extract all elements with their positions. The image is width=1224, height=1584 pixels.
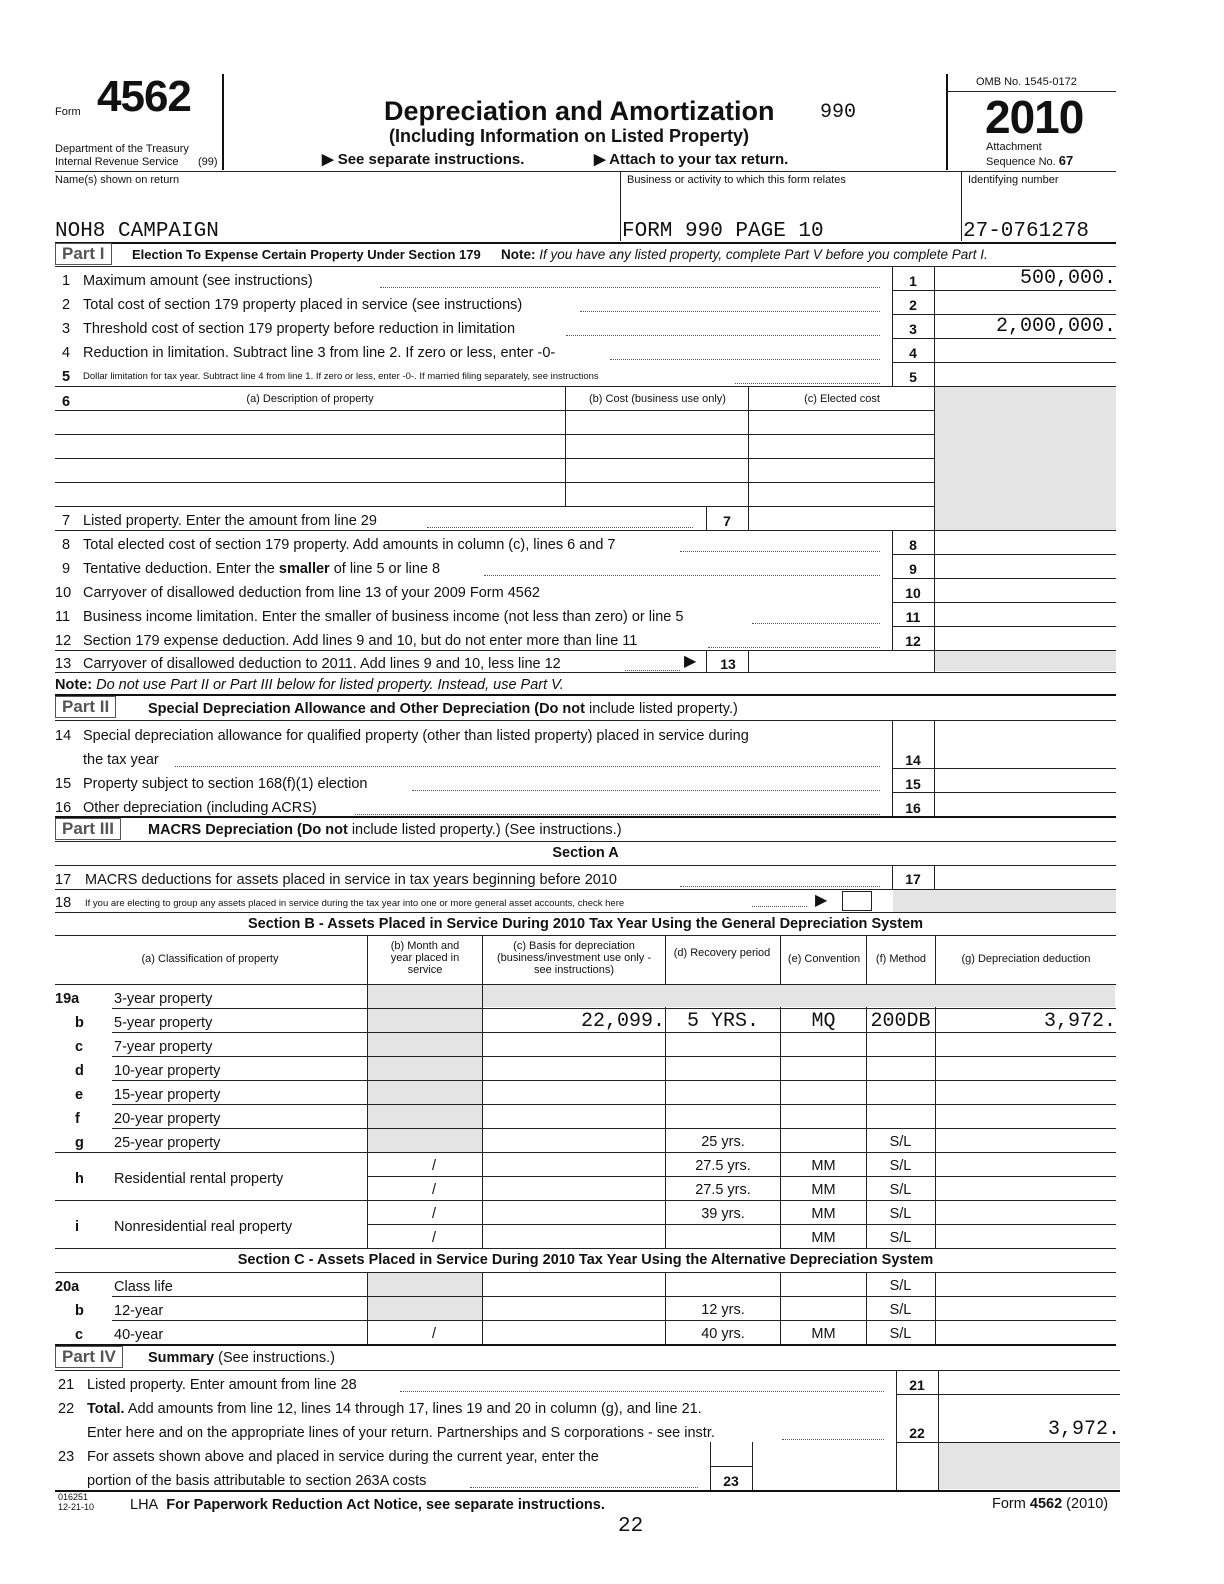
form-subtitle: (Including Information on Listed Property)	[389, 126, 749, 146]
form-label: Form	[55, 106, 81, 118]
basis-value: 22,099.	[580, 1010, 665, 1033]
line-text: Reduction in limitation. Subtract line 3 from line 2. If zero or less, enter -0-	[83, 345, 556, 361]
line-14-text-cont: the tax year	[83, 752, 159, 768]
sequence-label: Sequence No.	[986, 156, 1056, 168]
department-line1: Department of the Treasury	[55, 143, 189, 155]
line-22-text-cont: Enter here and on the appropriate lines of your return. Partnerships and S corporations - see instr.	[87, 1425, 715, 1441]
part-3-title-bold: Do not	[301, 822, 348, 838]
box-number: 14	[905, 752, 921, 768]
convention: MM	[811, 1182, 836, 1198]
tax-year: 2010	[985, 91, 1084, 143]
line-16-text: Other depreciation (including ACRS)	[83, 800, 317, 816]
method: S/L	[889, 1278, 912, 1294]
convention: MM	[811, 1206, 836, 1222]
line-number: 23	[58, 1449, 75, 1465]
column-method: (f) Method	[875, 953, 927, 965]
line-text: Total cost of section 179 property placed in service (see instructions)	[83, 297, 523, 313]
line-text: Tentative deduction. Enter the	[83, 561, 275, 577]
line-15-text: Property subject to section 168(f)(1) election	[83, 776, 368, 792]
line-number: 4	[62, 345, 71, 361]
box-number: 9	[909, 561, 917, 577]
box-number: 1	[909, 273, 917, 289]
row-label: 5-year property	[114, 1015, 213, 1031]
row-number: h	[75, 1171, 84, 1187]
line-text: Total elected cost of section 179 property. Add amounts in column (c), lines 6 and 7	[83, 537, 616, 553]
column-recovery-period: (d) Recovery period	[673, 947, 771, 959]
section-c-heading: Section C - Assets Placed in Service During 2010 Tax Year Using the Alternative Depreciation System	[237, 1252, 934, 1268]
box-number: 3	[909, 321, 917, 337]
column-convention: (e) Convention	[787, 953, 861, 965]
method: S/L	[889, 1326, 912, 1342]
identifying-number-label: Identifying number	[968, 174, 1059, 186]
row-number: i	[75, 1219, 80, 1235]
recovery-period: 40 yrs.	[701, 1326, 745, 1342]
line-number: 12	[55, 633, 72, 649]
box-number: 15	[905, 776, 921, 792]
line-text: Section 179 expense deduction. Add lines 9 and 10, but do not enter more than line 11	[83, 633, 638, 649]
part-1-footer-note: Do not use Part II or Part III below for listed property. Instead, use Part V.	[96, 677, 564, 693]
form-title-code: 990	[820, 101, 857, 124]
line-number: 22	[58, 1401, 75, 1417]
business-activity: FORM 990 PAGE 10	[622, 220, 824, 243]
recovery-period: 27.5 yrs.	[695, 1182, 751, 1198]
line-number: 16	[55, 800, 72, 816]
line-text: Maximum amount (see instructions)	[83, 273, 313, 289]
note-label: Note:	[55, 677, 93, 693]
part-2-title-bold: Do not	[539, 701, 585, 717]
form-ref-number: 4562	[1029, 1496, 1063, 1512]
box-number: 4	[909, 345, 917, 361]
line-number: 8	[62, 537, 71, 553]
month-year: /	[431, 1206, 437, 1222]
section-b-heading: Section B - Assets Placed in Service During 2010 Tax Year Using the General Depreciation System	[247, 916, 924, 932]
column-month-year: (b) Month and year placed in service	[390, 940, 460, 976]
row-label: 20-year property	[114, 1111, 221, 1127]
row-number: f	[75, 1111, 80, 1127]
line-23-text-cont: portion of the basis attributable to section 263A costs	[87, 1473, 427, 1489]
taxpayer-name: NOH8 CAMPAIGN	[55, 220, 219, 243]
row-number: c	[75, 1039, 84, 1055]
method: S/L	[889, 1230, 912, 1246]
row-number: c	[75, 1327, 84, 1343]
line-text: Threshold cost of section 179 property before reduction in limitation	[83, 321, 516, 337]
form-number: 4562	[97, 72, 191, 121]
sequence-number: 67	[1058, 153, 1074, 168]
part-3-title-end: include listed property.) (See instructions.)	[351, 822, 622, 838]
line-number: 11	[55, 609, 71, 625]
method: S/L	[889, 1134, 912, 1150]
column-cost: (b) Cost (business use only)	[589, 393, 726, 405]
row-label: Nonresidential real property	[114, 1219, 293, 1235]
attachment-label: Attachment	[986, 141, 1042, 153]
part-2-tag: Part II	[55, 696, 116, 718]
part-4-tag: Part IV	[55, 1346, 123, 1368]
convention: MM	[811, 1158, 836, 1174]
section-a-heading: Section A	[552, 845, 619, 861]
identifying-number: 27-0761278	[963, 220, 1090, 243]
month-year: /	[431, 1230, 437, 1246]
line-number: 2	[62, 297, 71, 313]
part-1-tag: Part I	[55, 243, 112, 265]
row-number: b	[75, 1303, 84, 1319]
column-description: (a) Description of property	[246, 393, 374, 405]
line-14-text: Special depreciation allowance for qualified property (other than listed property) placed in service during	[83, 728, 749, 744]
form-ref-label: Form	[992, 1496, 1026, 1512]
lha-label: LHA	[130, 1497, 159, 1513]
convention: MM	[811, 1230, 836, 1246]
form-ref-year: (2010)	[1066, 1496, 1109, 1512]
row-number: g	[75, 1135, 84, 1151]
department-code: (99)	[198, 156, 218, 168]
row-label: 12-year	[114, 1303, 164, 1319]
line-value: 2,000,000.	[995, 315, 1116, 338]
form-title: Depreciation and Amortization	[384, 96, 775, 126]
line-number: 18	[55, 895, 72, 911]
page-number: 22	[618, 1515, 644, 1538]
row-number: 19a	[55, 991, 80, 1007]
part-4-title: Summary	[148, 1350, 215, 1366]
line-number: 10	[55, 585, 72, 601]
line-number: 21	[58, 1377, 75, 1393]
box-number: 8	[909, 537, 917, 553]
column-depreciation: (g) Depreciation deduction	[961, 953, 1091, 965]
box-number: 2	[909, 297, 917, 313]
line-number: 14	[55, 728, 72, 744]
line-text: Carryover of disallowed deduction from line 13 of your 2009 Form 4562	[83, 585, 540, 601]
row-number: e	[75, 1087, 84, 1103]
line-number: 6	[62, 394, 71, 410]
part-1-note-label: Note:	[501, 247, 536, 262]
line-22-bold: Total.	[87, 1401, 125, 1417]
part-3-title: MACRS Depreciation (	[148, 822, 302, 838]
arrow-icon: ▶	[815, 892, 828, 909]
line-17-text: MACRS deductions for assets placed in service in tax years beginning before 2010	[85, 872, 617, 888]
footer-code: 016251	[58, 1492, 89, 1502]
row-label: 40-year	[114, 1327, 164, 1343]
part-3-tag: Part III	[55, 818, 121, 840]
part-2-title-end: include listed property.)	[589, 701, 738, 717]
omb-number: OMB No. 1545-0172	[976, 76, 1077, 88]
line-text-end: of line 5 or line 8	[333, 561, 441, 577]
line-22-text: Add amounts from line 12, lines 14 through 17, lines 19 and 20 in column (g), and line 21.	[127, 1401, 702, 1417]
line-22-value: 3,972.	[1047, 1418, 1120, 1441]
box-number: 13	[720, 656, 736, 672]
department-line2: Internal Revenue Service	[55, 156, 179, 168]
box-number: 21	[909, 1377, 925, 1393]
part-1-title: Election To Expense Certain Property Under Section 179	[132, 247, 481, 262]
row-label: 3-year property	[114, 991, 213, 1007]
line-number: 13	[55, 656, 72, 672]
row-label: 25-year property	[114, 1135, 221, 1151]
part-1-note: If you have any listed property, complete Part V before you complete Part I.	[539, 247, 988, 262]
names-label: Name(s) shown on return	[55, 174, 180, 186]
row-label: 7-year property	[114, 1039, 213, 1055]
row-number: 20a	[55, 1279, 80, 1295]
recovery-period: 39 yrs.	[701, 1206, 745, 1222]
box-number: 12	[905, 633, 921, 649]
box-number: 16	[905, 800, 921, 816]
line-text-bold: smaller	[278, 561, 330, 577]
line-number: 1	[62, 273, 71, 289]
method: S/L	[889, 1206, 912, 1222]
footer-date-code: 12-21-10	[58, 1502, 95, 1512]
box-number: 11	[905, 609, 921, 625]
method: S/L	[889, 1302, 912, 1318]
box-number: 23	[723, 1473, 739, 1489]
recovery-period: 25 yrs.	[701, 1134, 745, 1150]
column-elected-cost: (c) Elected cost	[804, 393, 880, 405]
arrow-icon: ▶	[684, 653, 697, 670]
line-number: 5	[62, 369, 71, 385]
month-year: /	[431, 1182, 437, 1198]
line-number: 17	[55, 872, 72, 888]
column-basis: (c) Basis for depreciation (business/investment use only - see instructions)	[496, 940, 652, 976]
line-text: Business income limitation. Enter the smaller of business income (not less than zero) or line 5	[83, 609, 684, 625]
depreciation-value: 3,972.	[1043, 1010, 1116, 1033]
method: S/L	[889, 1182, 912, 1198]
row-number: d	[75, 1063, 84, 1079]
row-label: Residential rental property	[114, 1171, 284, 1187]
month-year: /	[431, 1158, 437, 1174]
line-text: Listed property. Enter the amount from line 29	[83, 513, 377, 529]
paperwork-notice: For Paperwork Reduction Act Notice, see separate instructions.	[166, 1497, 605, 1513]
row-label: 10-year property	[114, 1063, 221, 1079]
box-number: 10	[905, 585, 921, 601]
convention-value: MQ	[811, 1010, 836, 1033]
line-number: 15	[55, 776, 72, 792]
column-classification: (a) Classification of property	[141, 953, 279, 965]
method-value: 200DB	[870, 1010, 931, 1033]
part-4-title-end: (See instructions.)	[218, 1350, 335, 1366]
box-number: 17	[905, 871, 921, 887]
box-number: 5	[909, 369, 917, 385]
convention: MM	[811, 1326, 836, 1342]
line-text: Dollar limitation for tax year. Subtract line 4 from line 1. If zero or less, enter -0-. If married filing separately, see instructions	[83, 371, 599, 382]
line-number: 3	[62, 321, 71, 337]
attach-instruction: ▶ Attach to your tax return.	[594, 151, 789, 168]
row-number: b	[75, 1015, 84, 1031]
row-label: 15-year property	[114, 1087, 221, 1103]
business-label: Business or activity to which this form relates	[627, 174, 846, 186]
recovery-period: 27.5 yrs.	[695, 1158, 751, 1174]
recovery-period: 12 yrs.	[701, 1302, 745, 1318]
method: S/L	[889, 1158, 912, 1174]
line-number: 9	[62, 561, 71, 577]
box-number: 7	[723, 513, 731, 529]
part-2-title: Special Depreciation Allowance and Other Depreciation (	[148, 701, 540, 717]
row-label: Class life	[114, 1279, 173, 1295]
line-23-text: For assets shown above and placed in service during the current year, enter the	[87, 1449, 599, 1465]
line-text: Carryover of disallowed deduction to 2011. Add lines 9 and 10, less line 12	[83, 656, 561, 672]
group-assets-checkbox[interactable]	[842, 891, 872, 911]
line-number: 7	[62, 513, 71, 529]
box-number: 22	[909, 1425, 925, 1441]
recovery-period-value: 5 YRS.	[686, 1010, 759, 1033]
month-year: /	[431, 1326, 437, 1342]
see-instructions: ▶ See separate instructions.	[322, 151, 525, 168]
line-value: 500,000.	[1019, 267, 1116, 290]
line-21-text: Listed property. Enter amount from line 28	[87, 1377, 357, 1393]
line-18-text: If you are electing to group any assets placed in service during the tax year into one or more general asset accounts, check here	[85, 898, 625, 909]
